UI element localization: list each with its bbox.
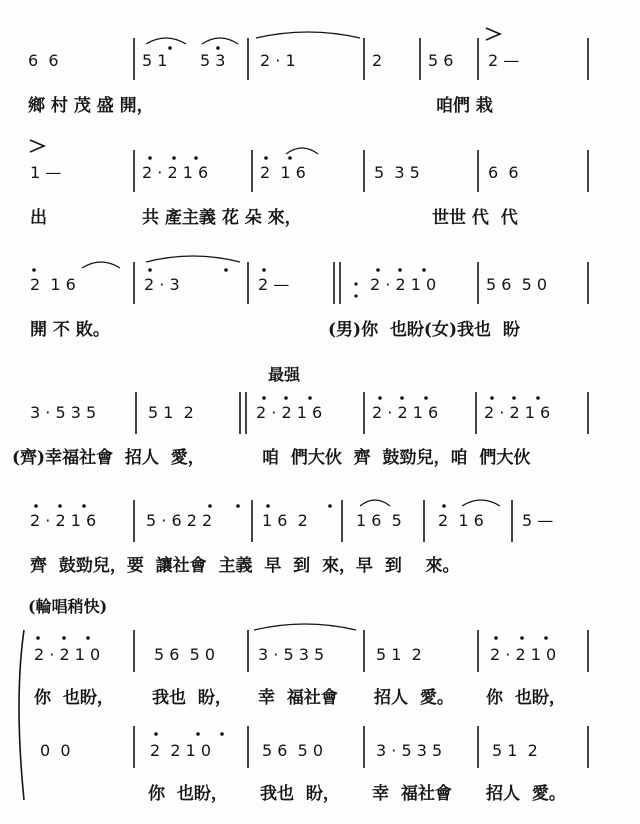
notes-s3-m2: 2 — bbox=[258, 275, 290, 294]
slur bbox=[254, 624, 356, 630]
notes-s6-m4: 2 · 2 1 0 bbox=[490, 645, 557, 664]
lyrics-s6-m1: 我也 盼， bbox=[152, 688, 232, 708]
octave-dot bbox=[262, 268, 266, 272]
lyrics-s2-c: 世世 代 代 bbox=[432, 208, 518, 228]
lyrics-s2-a: 出 bbox=[30, 208, 47, 228]
octave-dot bbox=[148, 268, 152, 272]
lyrics-s7-m3: 幸 福社會 bbox=[372, 784, 452, 804]
octave-dot bbox=[544, 636, 548, 640]
slur bbox=[360, 500, 390, 506]
lyrics-s1-a: 鄉 村 茂 盛 開， bbox=[28, 96, 154, 116]
notes-s6-m1: 5 6 5 0 bbox=[154, 645, 216, 664]
octave-dot bbox=[266, 504, 270, 508]
lyrics-s6-m0: 你 也盼， bbox=[34, 688, 114, 708]
notes-s4-m2: 2 · 2 1 6 bbox=[256, 403, 323, 422]
octave-dot bbox=[398, 268, 402, 272]
brace bbox=[19, 630, 24, 800]
lyrics-s7-m4: 招人 愛。 bbox=[486, 784, 566, 804]
octave-dot bbox=[154, 732, 158, 736]
notes-s1-m0: 6 6 bbox=[28, 51, 59, 70]
lyrics-s7-m1: 你 也盼， bbox=[148, 784, 228, 804]
octave-dot bbox=[442, 504, 446, 508]
octave-dot bbox=[512, 396, 516, 400]
notes-s3-m4: 5 6 5 0 bbox=[486, 275, 548, 294]
lyrics-s6-m4: 你 也盼， bbox=[486, 688, 566, 708]
octave-dot bbox=[172, 156, 176, 160]
dynamic-marking: 最强 bbox=[268, 365, 301, 384]
lyrics-s4-a: (齊)幸福社會 招人 愛， bbox=[12, 448, 205, 468]
accent-mark bbox=[486, 28, 500, 40]
octave-dot bbox=[82, 504, 86, 508]
lyrics-s3-b: (男)你 也盼(女)我也 盼 bbox=[328, 320, 520, 340]
octave-dot bbox=[536, 396, 540, 400]
octave-dot bbox=[422, 268, 426, 272]
slur bbox=[202, 38, 238, 44]
notes-s7-m3: 3 · 5 3 5 bbox=[376, 741, 443, 760]
notes-s3-m3: 2 · 2 1 0 bbox=[370, 275, 437, 294]
octave-dot bbox=[490, 396, 494, 400]
octave-dot bbox=[86, 636, 90, 640]
notes-s5-m1: 5 · 6 2 2 bbox=[146, 511, 213, 530]
slur bbox=[146, 38, 186, 44]
octave-dot bbox=[494, 636, 498, 640]
notes-s3-m1: 2 · 3 bbox=[144, 275, 180, 294]
octave-dot bbox=[34, 504, 38, 508]
octave-dot bbox=[168, 46, 172, 50]
notes-s5-m2: 1 6 2 bbox=[262, 511, 308, 530]
slur bbox=[256, 32, 360, 38]
octave-dot bbox=[284, 396, 288, 400]
notes-s2-m4: 6 6 bbox=[488, 163, 519, 182]
octave-dot bbox=[520, 636, 524, 640]
notes-s7-m1: 2 2 1 0 bbox=[150, 741, 212, 760]
lyrics-s3-a: 開 不 敗。 bbox=[30, 320, 110, 340]
notes-s6-m2: 3 · 5 3 5 bbox=[258, 645, 325, 664]
octave-dot bbox=[196, 732, 200, 736]
tempo-marking: (輪唱稍快) bbox=[28, 597, 108, 616]
repeat-dot bbox=[354, 294, 357, 297]
octave-dot bbox=[194, 156, 198, 160]
notes-s2-m0: 1 — bbox=[30, 163, 62, 182]
lyrics-s7-m2: 我也 盼， bbox=[260, 784, 340, 804]
octave-dot bbox=[216, 46, 220, 50]
octave-dot bbox=[400, 396, 404, 400]
notes-s4-m4: 2 · 2 1 6 bbox=[484, 403, 551, 422]
lyrics-s6-m3: 招人 愛。 bbox=[374, 688, 454, 708]
notes-s4-m0: 3 · 5 3 5 bbox=[30, 403, 97, 422]
notes-s2-m3: 5 3 5 bbox=[374, 163, 420, 182]
repeat-dot bbox=[354, 282, 357, 285]
slur bbox=[286, 148, 318, 154]
octave-dot bbox=[236, 504, 240, 508]
notes-s5-m3: 1 6 5 bbox=[356, 511, 402, 530]
notes-s1-m1: 5 1 bbox=[142, 51, 168, 70]
notes-s6-m3: 5 1 2 bbox=[376, 645, 422, 664]
lyrics-s2-b: 共 產主義 花 朵 來， bbox=[142, 208, 302, 228]
octave-dot bbox=[224, 268, 228, 272]
notes-s3-m0: 2 1 6 bbox=[30, 275, 76, 294]
accent-mark bbox=[30, 140, 44, 152]
octave-dot bbox=[308, 396, 312, 400]
octave-dot bbox=[378, 396, 382, 400]
notes-s5-m0: 2 · 2 1 6 bbox=[30, 511, 97, 530]
lyrics-s5: 齊 鼓勁兒，要 讓社會 主義 早 到 來，早 到 來。 bbox=[30, 556, 460, 576]
notes-s7-m2: 5 6 5 0 bbox=[262, 741, 324, 760]
slur bbox=[82, 262, 120, 268]
notes-s5-m5: 5 — bbox=[522, 511, 554, 530]
notes-s6-m0: 2 · 2 1 0 bbox=[34, 645, 101, 664]
octave-dot bbox=[208, 504, 212, 508]
octave-dot bbox=[424, 396, 428, 400]
notes-s4-m1: 5 1 2 bbox=[148, 403, 194, 422]
notes-s5-m4: 2 1 6 bbox=[438, 511, 484, 530]
lyrics-s4-b: 咱 們大伙 齊 鼓勁兒，咱 們大伙 bbox=[262, 448, 531, 468]
octave-dot bbox=[32, 268, 36, 272]
lyrics-s6-m2: 幸 福社會 bbox=[258, 688, 338, 708]
notes-s7-m0: 0 0 bbox=[40, 741, 71, 760]
octave-dot bbox=[62, 636, 66, 640]
octave-dot bbox=[220, 732, 224, 736]
octave-dot bbox=[262, 396, 266, 400]
notes-s1-m4: 2 bbox=[372, 51, 383, 70]
octave-dot bbox=[288, 156, 292, 160]
notes-s1-m3: 2 · 1 bbox=[260, 51, 296, 70]
notes-s7-m4: 5 1 2 bbox=[492, 741, 538, 760]
slur bbox=[462, 500, 500, 506]
notes-s1-m6: 2 — bbox=[488, 51, 520, 70]
octave-dot bbox=[148, 156, 152, 160]
notes-s2-m1: 2 · 2 1 6 bbox=[142, 163, 209, 182]
octave-dot bbox=[36, 636, 40, 640]
notes-s2-m2: 2 1 6 bbox=[260, 163, 306, 182]
notes-s1-m2: 5 3 bbox=[200, 51, 226, 70]
lyrics-s1-b: 咱們 栽 bbox=[436, 96, 493, 116]
octave-dot bbox=[328, 504, 332, 508]
notes-s4-m3: 2 · 2 1 6 bbox=[372, 403, 439, 422]
octave-dot bbox=[264, 156, 268, 160]
octave-dot bbox=[376, 268, 380, 272]
notes-s1-m5: 5 6 bbox=[428, 51, 454, 70]
slur bbox=[146, 256, 240, 262]
octave-dot bbox=[58, 504, 62, 508]
